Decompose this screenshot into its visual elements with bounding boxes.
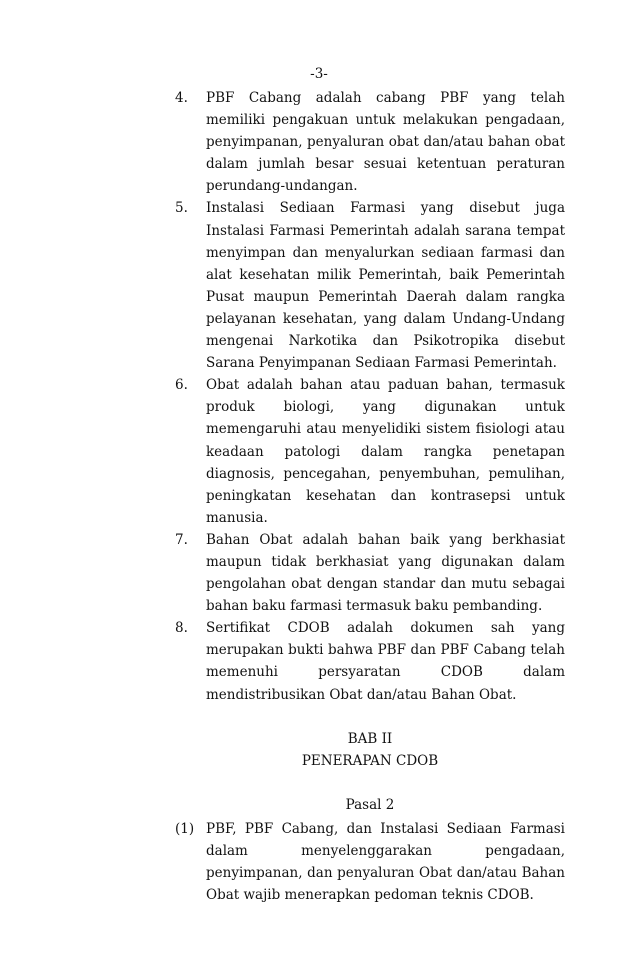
article-label: Pasal 2: [345, 796, 395, 813]
item-text: Bahan Obat adalah bahan baik yang berkhasiat maupun tidak berkhasiat yang digunakan dalam pengolahan obat dengan standar dan mutu sebagai bahan baku farmasi termasuk baku pembanding.: [206, 531, 565, 615]
definition-item-8: [175, 617, 565, 705]
definition-item-4: [175, 87, 565, 197]
definition-item-7: [175, 529, 565, 617]
item-text: Obat adalah bahan atau paduan bahan, termasuk produk biologi, yang digunakan untuk memengaruhi atau menyelidiki sistem fisiologi atau keadaan patologi dalam rangka penetapan diagnosis, pencegahan, penyembuhan, pemulihan, peningkatan kesehatan dan kontrasepsi untuk manusia.: [206, 377, 565, 526]
item-text: PBF Cabang adalah cabang PBF yang telah memiliki pengakuan untuk melakukan pengadaan, penyimpanan, penyaluran obat dan/atau bahan obat dalam jumlah besar sesuai ketentuan peraturan perundang-undangan.: [206, 90, 565, 195]
article-paragraph-1: [175, 818, 565, 906]
definition-item-6: [175, 374, 565, 529]
item-number: 5.: [175, 200, 188, 217]
item-number: 6.: [175, 377, 188, 394]
item-text: Instalasi Sediaan Farmasi yang disebut juga Instalasi Farmasi Pemerintah adalah sarana tempat menyimpan dan menyalurkan sediaan farmasi dan alat kesehatan milik Pemerintah, baik Pemerintah Pusat maupun Pemerintah Daerah dalam rangka pelayanan kesehatan, yang dalam Undang-Undang mengenai Narkotika dan Psikotropika disebut Sarana Penyimpanan Sediaan Farmasi Pemerintah.: [206, 200, 565, 372]
page-number: -3-: [310, 66, 328, 82]
chapter-title: PENERAPAN CDOB: [301, 752, 439, 769]
item-number: 8.: [175, 620, 188, 637]
definition-item-5: [175, 197, 565, 374]
chapter-label: BAB II: [347, 730, 393, 747]
document-body: [175, 87, 565, 906]
item-number: 7.: [175, 531, 188, 548]
item-number: 4.: [175, 90, 188, 106]
paragraph-text: PBF, PBF Cabang, dan Instalasi Sediaan Farmasi dalam menyelenggarakan pengadaan, penyimpanan, dan penyaluran Obat dan/atau Bahan Obat wajib menerapkan pedoman teknis CDOB.: [206, 820, 565, 903]
item-text: Sertifikat CDOB adalah dokumen sah yang merupakan bukti bahwa PBF dan PBF Cabang telah memenuhi persyaratan CDOB dalam mendistribusikan Obat dan/atau Bahan Obat.: [206, 620, 565, 703]
paragraph-number: (1): [175, 820, 195, 837]
